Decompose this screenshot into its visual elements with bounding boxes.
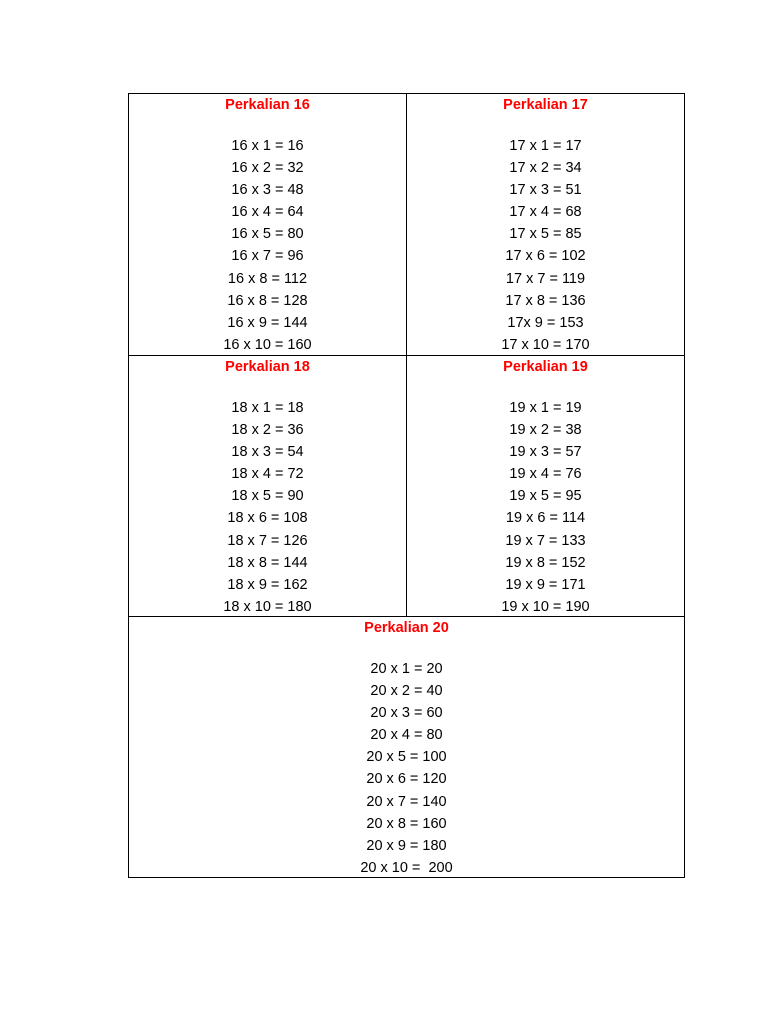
multiplication-line: 20 x 8 = 160 [366, 815, 447, 832]
multiplication-line: 17 x 3 = 51 [509, 182, 582, 199]
multiplication-line: 19 x 2 = 38 [509, 422, 582, 439]
multiplication-line: 17 x 8 = 136 [505, 292, 586, 309]
multiplication-line: 20 x 7 = 140 [366, 793, 447, 810]
table-row-2 [129, 356, 684, 617]
multiplication-line: 19 x 9 = 171 [505, 576, 586, 593]
multiplication-line: 19 x 6 = 114 [505, 510, 586, 527]
multiplication-line: 19 x 8 = 152 [505, 554, 586, 571]
spacer [407, 377, 684, 397]
multiplication-line: 16 x 3 = 48 [231, 182, 304, 199]
multiplication-line: 20 x 2 = 40 [370, 683, 443, 700]
multiplication-line: 16 x 7 = 96 [231, 248, 304, 265]
multiplication-line: 16 x 8 = 112 [227, 270, 308, 287]
multiplication-line: 18 x 8 = 144 [227, 554, 308, 571]
multiplication-line: 16 x 9 = 144 [227, 314, 308, 331]
table-row-3 [129, 617, 684, 877]
multiplication-line: 18 x 6 = 108 [227, 510, 308, 527]
multiplication-line: 19 x 4 = 76 [509, 466, 582, 483]
multiplication-line: 20 x 3 = 60 [370, 705, 443, 722]
cell-perkalian-19 [407, 356, 684, 616]
multiplication-line: 18 x 5 = 90 [231, 488, 304, 505]
multiplication-line: 17 x 4 = 68 [509, 204, 582, 221]
multiplication-line: 20 x 6 = 120 [366, 771, 447, 788]
spacer [129, 115, 406, 135]
multiplication-line: 19 x 10 = 190 [501, 598, 590, 615]
multiplication-line: 19 x 1 = 19 [509, 400, 582, 416]
multiplication-line: 16 x 8 = 128 [227, 292, 308, 309]
multiplication-line: 17 x 6 = 102 [505, 248, 586, 265]
multiplication-line: 18 x 1 = 18 [231, 400, 304, 416]
table-title: Perkalian 19 [503, 359, 588, 375]
multiplication-line: 19 x 5 = 95 [509, 488, 582, 505]
multiplication-line: 16 x 10 = 160 [223, 336, 312, 353]
multiplication-line: 20 x 10 = 200 [360, 859, 453, 876]
multiplication-line: 19 x 7 = 133 [505, 532, 586, 549]
multiplication-line: 17 x 10 = 170 [501, 336, 590, 353]
multiplication-line: 19 x 3 = 57 [509, 444, 582, 461]
table-title: Perkalian 20 [364, 620, 449, 636]
multiplication-line: 17 x 7 = 119 [505, 270, 586, 287]
table-title: Perkalian 17 [503, 97, 588, 113]
multiplication-line: 16 x 4 = 64 [231, 204, 304, 221]
cell-perkalian-17 [407, 94, 684, 355]
cell-perkalian-16 [129, 94, 407, 355]
cell-perkalian-20 [129, 617, 684, 877]
multiplication-line: 16 x 5 = 80 [231, 226, 304, 243]
multiplication-line: 18 x 10 = 180 [223, 598, 312, 615]
multiplication-line: 18 x 3 = 54 [231, 444, 304, 461]
multiplication-line: 18 x 2 = 36 [231, 422, 304, 439]
multiplication-line: 18 x 4 = 72 [231, 466, 304, 483]
multiplication-line: 18 x 7 = 126 [227, 532, 308, 549]
multiplication-line: 17 x 5 = 85 [509, 226, 582, 243]
table-row-1 [129, 94, 684, 356]
cell-perkalian-18 [129, 356, 407, 616]
multiplication-line: 16 x 1 = 16 [231, 138, 304, 154]
multiplication-line: 17 x 2 = 34 [509, 160, 582, 177]
multiplication-line: 18 x 9 = 162 [227, 576, 308, 593]
multiplication-line: 20 x 5 = 100 [366, 749, 447, 766]
multiplication-line: 20 x 9 = 180 [366, 837, 447, 854]
table-title: Perkalian 18 [225, 359, 310, 375]
multiplication-table-grid [128, 93, 685, 878]
table-title: Perkalian 16 [225, 97, 310, 113]
multiplication-line: 16 x 2 = 32 [231, 160, 304, 177]
multiplication-line: 17x 9 = 153 [507, 314, 584, 331]
spacer [407, 115, 684, 135]
multiplication-line: 17 x 1 = 17 [509, 138, 582, 154]
multiplication-line: 20 x 1 = 20 [370, 661, 443, 677]
spacer [129, 638, 684, 658]
multiplication-line: 20 x 4 = 80 [370, 727, 443, 744]
spacer [129, 377, 406, 397]
